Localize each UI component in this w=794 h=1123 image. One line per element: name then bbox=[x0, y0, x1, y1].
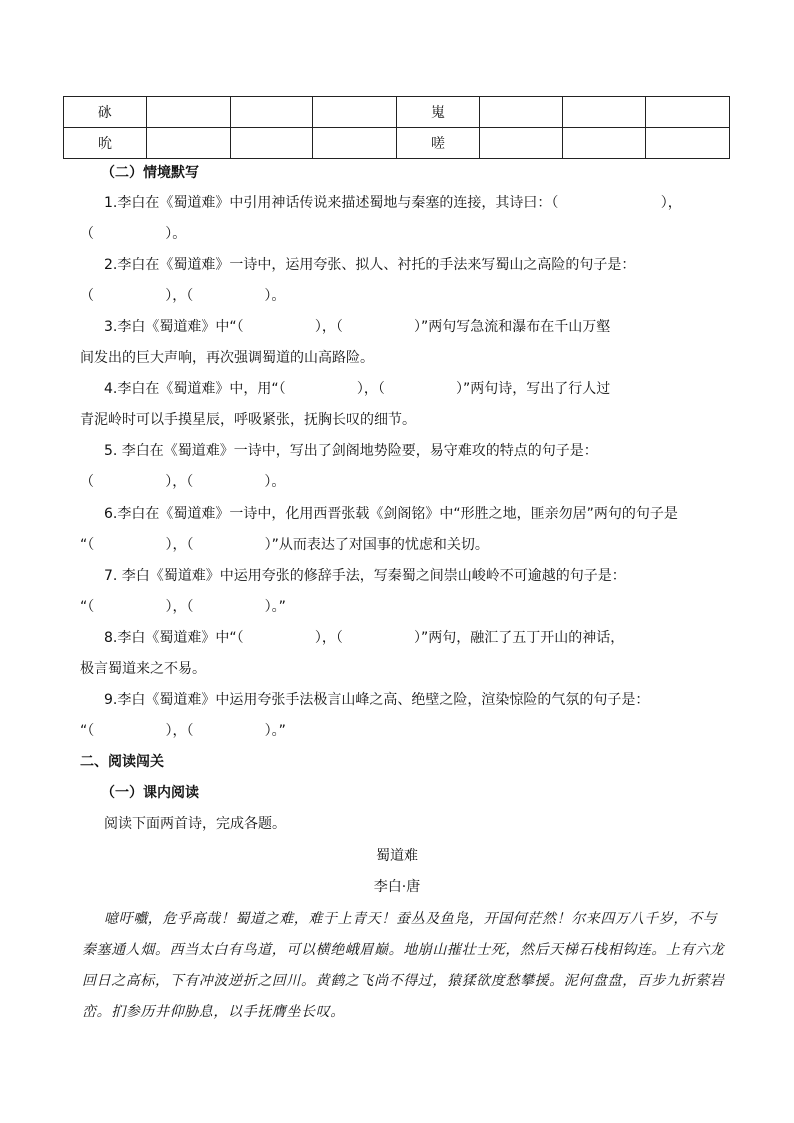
question-6-line-1: 6.李白在《蜀道难》一诗中，化用西晋张载《剑阁铭》中“形胜之地，匪亲勿居”两句的句子是 bbox=[104, 506, 678, 522]
table-cell bbox=[313, 97, 397, 128]
question-5-line-1: 5. 李白在《蜀道难》一诗中，写出了剑阁地势险要，易守难攻的特点的句子是： bbox=[104, 443, 598, 459]
question-9-line-2: “（ ），（ ）。” bbox=[80, 723, 286, 739]
table-cell bbox=[480, 128, 563, 159]
table-cell: 吮 bbox=[64, 128, 147, 159]
question-3-line-1: 3.李白《蜀道难》中“（ ），（ ）”两句写急流和瀑布在千山万壑 bbox=[104, 319, 611, 335]
poem-line-1: 噫吁嚱，危乎高哉！蜀道之难，难于上青天！蚕丛及鱼凫，开国何茫然！尔来四万八千岁，不与 bbox=[104, 911, 718, 927]
question-6-line-2: “（ ），（ ）”从而表达了对国事的忧虑和关切。 bbox=[80, 537, 489, 553]
table-cell: 砯 bbox=[64, 97, 147, 128]
table-row bbox=[64, 97, 730, 128]
pronunciation-table bbox=[63, 96, 730, 159]
table-cell bbox=[147, 97, 231, 128]
question-3-line-2: 间发出的巨大声响，再次强调蜀道的山高路险。 bbox=[80, 350, 374, 366]
table-cell bbox=[231, 97, 313, 128]
table-cell: 嗟 bbox=[397, 128, 480, 159]
reading-instruction: 阅读下面两首诗，完成各题。 bbox=[104, 816, 286, 832]
poem-title: 蜀道难 bbox=[376, 848, 418, 864]
table-cell bbox=[563, 128, 646, 159]
table-cell bbox=[646, 97, 730, 128]
question-8-line-2: 极言蜀道来之不易。 bbox=[80, 661, 206, 677]
question-7-line-2: “（ ），（ ）。” bbox=[80, 599, 286, 615]
question-2-line-1: 2.李白在《蜀道难》一诗中，运用夸张、拟人、衬托的手法来写蜀山之高险的句子是： bbox=[104, 257, 636, 273]
section-heading-reading: 二、阅读闯关 bbox=[80, 754, 164, 770]
question-5-line-2: （ ），（ ）。 bbox=[80, 474, 286, 490]
table-cell bbox=[646, 128, 730, 159]
table-cell bbox=[147, 128, 231, 159]
question-2-line-2: （ ），（ ）。 bbox=[80, 288, 286, 304]
table-cell bbox=[231, 128, 313, 159]
question-8-line-1: 8.李白《蜀道难》中“（ ），（ ）”两句，融汇了五丁开山的神话， bbox=[104, 630, 625, 646]
table-cell bbox=[480, 97, 563, 128]
question-7-line-1: 7. 李白《蜀道难》中运用夸张的修辞手法，写秦蜀之间崇山峻岭不可逾越的句子是： bbox=[104, 568, 626, 584]
question-4-line-2: 青泥岭时可以手摸星辰，呼吸紧张，抚胸长叹的细节。 bbox=[80, 412, 416, 428]
question-1-line-2: （ ）。 bbox=[80, 226, 187, 242]
question-1-line-1: 1.李白在《蜀道难》中引用神话传说来描述蜀地与秦塞的连接，其诗曰：（ ）， bbox=[104, 195, 682, 211]
poem-line-2: 秦塞通人烟。西当太白有鸟道，可以横绝峨眉巅。地崩山摧壮士死，然后天梯石栈相钩连。上有六龙 bbox=[82, 942, 725, 958]
table-cell: 嵬 bbox=[397, 97, 480, 128]
table-cell bbox=[313, 128, 397, 159]
subsection-heading-in-class-reading: （一）课内阅读 bbox=[101, 785, 199, 801]
question-4-line-1: 4.李白在《蜀道难》中，用“（ ），（ ）”两句诗，写出了行人过 bbox=[104, 381, 611, 397]
poem-author: 李白·唐 bbox=[373, 879, 421, 895]
table-row bbox=[64, 128, 730, 159]
section-heading-situational-dictation: （二）情境默写 bbox=[101, 165, 199, 181]
poem-line-4: 峦。扪参历井仰胁息，以手抚膺坐长叹。 bbox=[82, 1004, 345, 1020]
table-cell bbox=[563, 97, 646, 128]
poem-line-3: 回日之高标，下有冲波逆折之回川。黄鹤之飞尚不得过，猿猱欲度愁攀援。泥何盘盘，百步九折萦岩 bbox=[82, 973, 725, 989]
question-9-line-1: 9.李白《蜀道难》中运用夸张手法极言山峰之高、绝壁之险，渲染惊险的气氛的句子是： bbox=[104, 692, 650, 708]
